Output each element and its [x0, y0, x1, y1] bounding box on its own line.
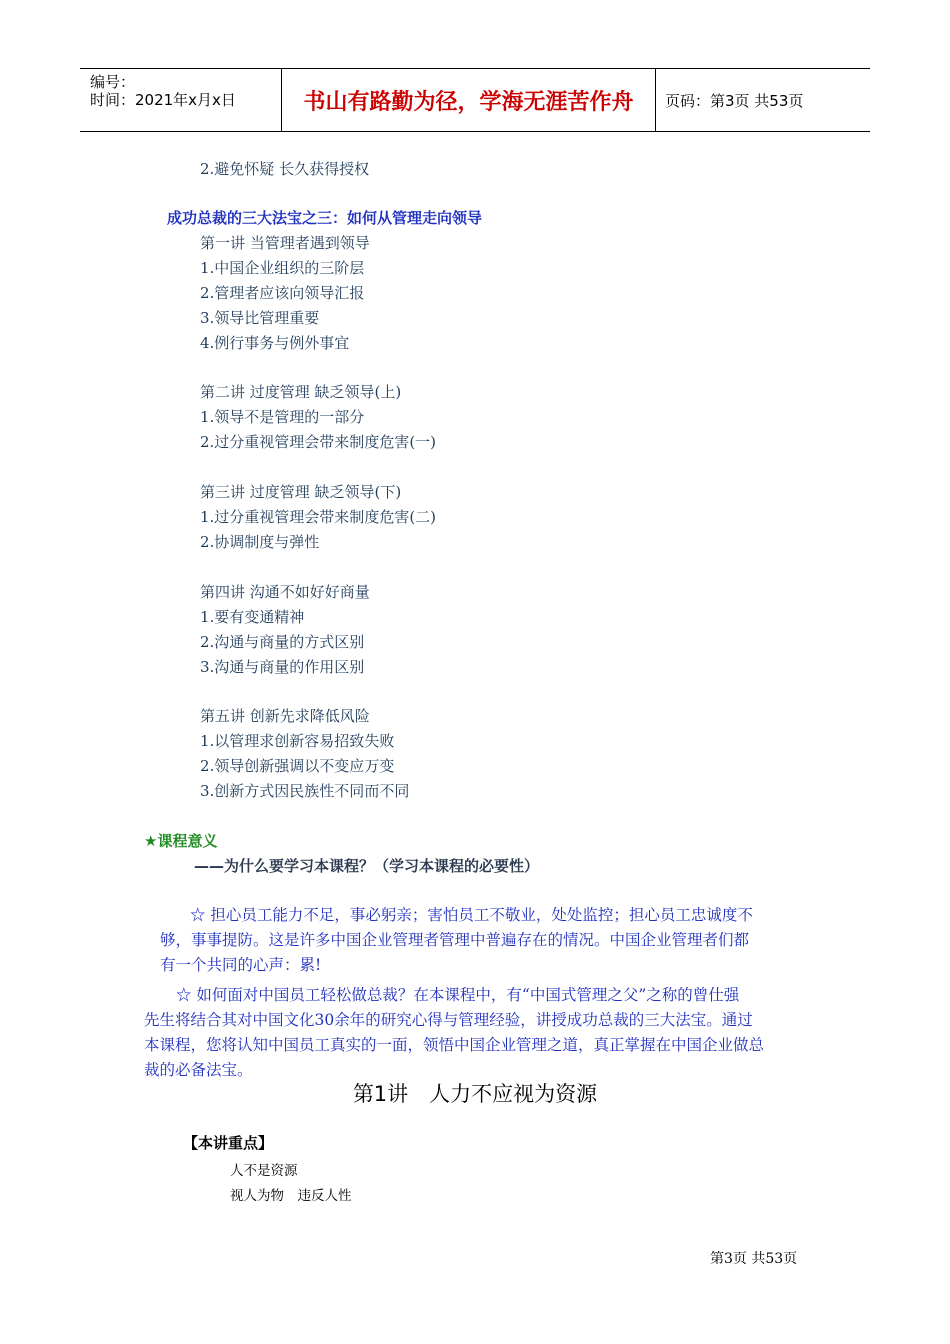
- lecture-item: 1.以管理求创新容易招致失败: [200, 732, 395, 750]
- lecture-item: 1.中国企业组织的三阶层: [200, 259, 365, 277]
- key-point: 视人为物 违反人性: [230, 1188, 352, 1204]
- meaning-paragraph-2-line: 裁的必备法宝。: [144, 1061, 253, 1079]
- page-header: [80, 68, 870, 132]
- lecture-title: 第二讲 过度管理 缺乏领导(上): [200, 383, 402, 401]
- header-meta: [80, 69, 280, 131]
- lecture-item: 1.过分重视管理会带来制度危害(二): [200, 508, 437, 526]
- top-item: 2.避免怀疑 长久获得授权: [200, 160, 370, 178]
- lecture-item: 3.领导比管理重要: [200, 309, 320, 327]
- lecture-item: 4.例行事务与例外事宜: [200, 334, 350, 352]
- lecture-item: 1.领导不是管理的一部分: [200, 408, 365, 426]
- section-title: 成功总裁的三大法宝之三：如何从管理走向领导: [167, 209, 483, 227]
- meaning-subheading: ——为什么要学习本课程？（学习本课程的必要性）: [194, 857, 540, 875]
- key-points-heading: 【本讲重点】: [183, 1134, 274, 1152]
- lecture-item: 2.过分重视管理会带来制度危害(一): [200, 433, 437, 451]
- page-footer: 第3页 共53页: [710, 1251, 798, 1267]
- meaning-paragraph-1-line: 有一个共同的心声：累!: [160, 956, 322, 974]
- meaning-heading: ★课程意义: [144, 832, 218, 850]
- lecture-title: 第一讲 当管理者遇到领导: [200, 234, 370, 252]
- number-label: 编号：: [90, 73, 136, 91]
- lecture-item: 3.创新方式因民族性不同而不同: [200, 782, 410, 800]
- lecture-title: 第三讲 过度管理 缺乏领导(下): [200, 483, 402, 501]
- lecture-item: 1.要有变通精神: [200, 608, 305, 626]
- lecture-item: 3.沟通与商量的作用区别: [200, 658, 365, 676]
- header-motto: 书山有路勤为径，学海无涯苦作舟: [281, 69, 656, 131]
- key-point: 人不是资源: [230, 1163, 298, 1179]
- lecture-item: 2.管理者应该向领导汇报: [200, 284, 365, 302]
- header-page-label: 页码：第3页 共53页: [665, 91, 804, 110]
- meaning-paragraph-2-line: 先生将结合其对中国文化30余年的研究心得与管理经验，讲授成功总裁的三大法宝。通过: [144, 1011, 753, 1029]
- meaning-paragraph-1-line: ☆ 担心员工能力不足，事必躬亲；害怕员工不敬业，处处监控；担心员工忠诚度不: [190, 906, 753, 924]
- meaning-paragraph-2-line: 本课程，您将认知中国员工真实的一面，领悟中国企业管理之道，真正掌握在中国企业做总: [144, 1036, 765, 1054]
- meaning-paragraph-1-line: 够，事事提防。这是许多中国企业管理者管理中普遍存在的情况。中国企业管理者们都: [160, 931, 750, 949]
- lecture-item: 2.协调制度与弹性: [200, 533, 320, 551]
- lecture-title: 第四讲 沟通不如好好商量: [200, 583, 370, 601]
- lecture-item: 2.领导创新强调以不变应万变: [200, 757, 395, 775]
- lecture-1-title: 第1讲 人力不应视为资源: [352, 1082, 598, 1106]
- lecture-title: 第五讲 创新先求降低风险: [200, 707, 370, 725]
- lecture-item: 2.沟通与商量的方式区别: [200, 633, 365, 651]
- meaning-paragraph-2-line: ☆ 如何面对中国员工轻松做总裁？在本课程中，有“中国式管理之父”之称的曾仕强: [176, 986, 740, 1004]
- time-label: 时间：2021年x月x日: [90, 91, 236, 109]
